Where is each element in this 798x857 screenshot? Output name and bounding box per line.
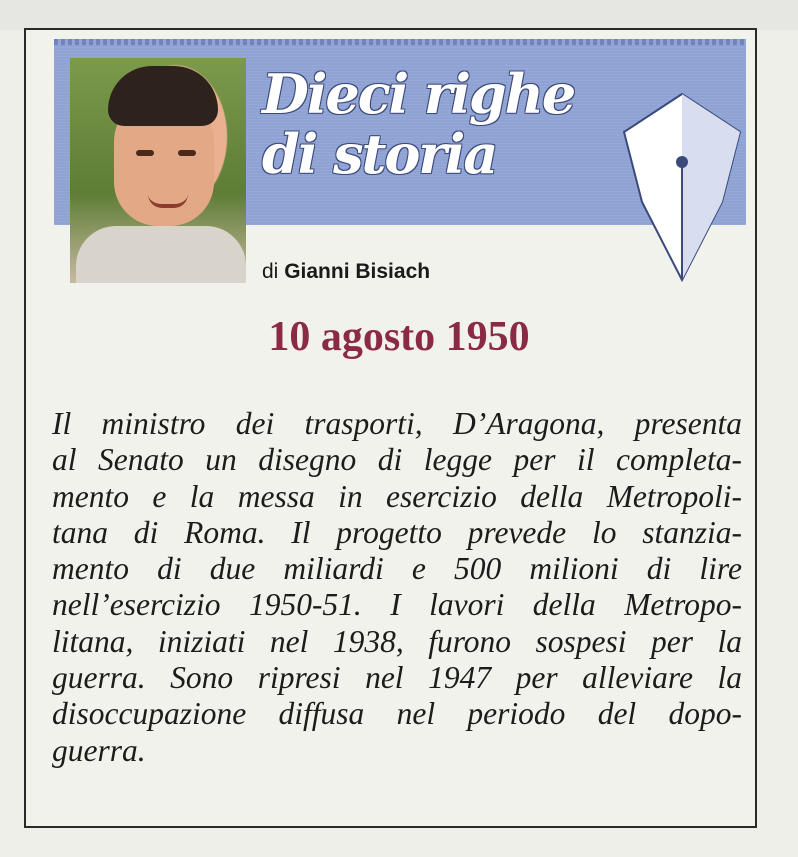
byline: [262, 260, 430, 284]
article-line: litana, iniziati nel 1938, furono sospesi per la: [52, 623, 742, 659]
article-line: al Senato un disegno di legge per il completa-: [52, 442, 742, 478]
article-line: tana di Roma. Il progetto prevede lo stanzia-: [52, 514, 742, 550]
article-line: guerra. Sono ripresi nel 1947 per alleviare la: [52, 660, 742, 696]
column-title-line-2: di storia: [262, 122, 497, 186]
photo-eye-right: [178, 150, 196, 156]
fountain-pen-nib-icon: [622, 92, 742, 282]
article-line: mento e la messa in esercizio della Metropoli-: [52, 478, 742, 514]
author-name: Gianni Bisiach: [284, 260, 431, 283]
photo-hair: [108, 66, 218, 126]
article-line: disoccupazione diffusa nel periodo del dopo-: [52, 696, 742, 732]
banner-dotted-edge: [54, 39, 746, 45]
column-title: [262, 64, 642, 184]
photo-eye-left: [136, 150, 154, 156]
article-line: mento di due miliardi e 500 milioni di lire: [52, 551, 742, 587]
article-body: [52, 406, 742, 769]
article-line: nell’esercizio 1950-51. I lavori della Metropo-: [52, 587, 742, 623]
article-date: 10 agosto 1950: [268, 314, 530, 360]
page-top-strip: [0, 0, 798, 30]
author-photo: [70, 58, 246, 283]
article-line: Il ministro dei trasporti, D’Aragona, presenta: [52, 406, 742, 441]
column-title-line-1: Dieci righe: [262, 62, 575, 126]
article-line: guerra.: [52, 732, 146, 768]
byline-prefix: di: [262, 260, 279, 283]
photo-shirt: [76, 226, 246, 283]
